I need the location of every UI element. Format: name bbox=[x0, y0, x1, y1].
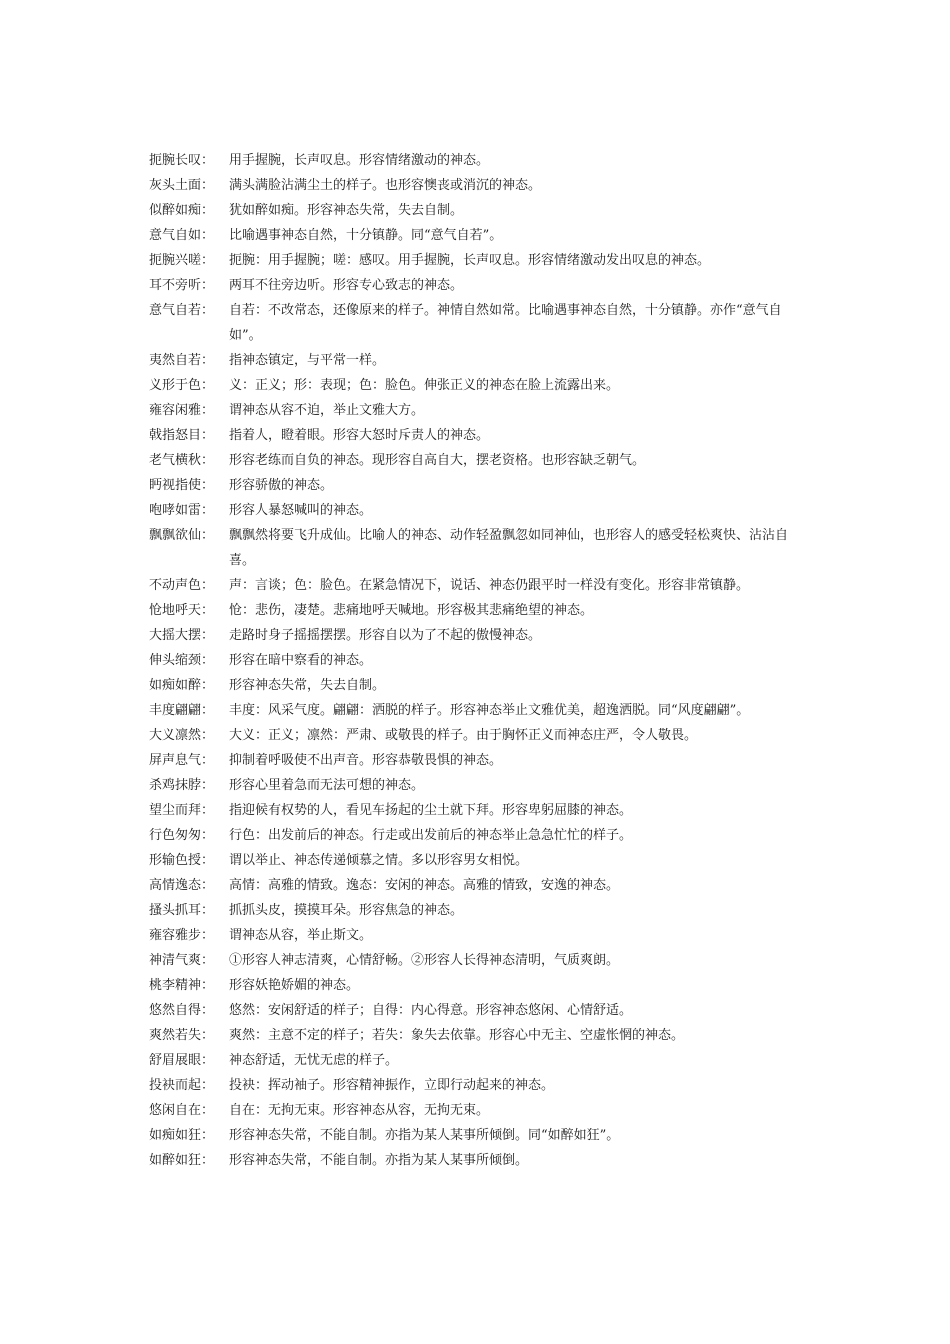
idiom-definition: 抑制着呼吸使不出声音。形容恭敬畏惧的神态。 bbox=[229, 753, 503, 768]
idiom-definition: 扼腕：用手握腕；嗟：感叹。用手握腕，长声叹息。形容情绪激动发出叹息的神态。 bbox=[229, 253, 711, 268]
idiom-term: 丰度翩翩： bbox=[149, 703, 215, 718]
idiom-term: 耳不旁听： bbox=[149, 278, 215, 293]
idiom-entry bbox=[149, 1073, 799, 1098]
idiom-entry bbox=[149, 648, 799, 673]
idiom-entry bbox=[149, 948, 799, 973]
idiom-term: 悠闲自在： bbox=[149, 1103, 215, 1118]
idiom-entry bbox=[149, 1048, 799, 1073]
idiom-term: 意气自如： bbox=[149, 228, 215, 243]
idiom-entry bbox=[149, 1098, 799, 1123]
idiom-term: 高情逸态： bbox=[149, 878, 215, 893]
idiom-entry bbox=[149, 1148, 799, 1173]
idiom-term: 伸头缩颈： bbox=[149, 653, 215, 668]
idiom-term: 似醉如痴： bbox=[149, 203, 215, 218]
idiom-entry bbox=[149, 773, 799, 798]
idiom-term: 扼腕长叹： bbox=[149, 153, 215, 168]
idiom-term: 大摇大摆： bbox=[149, 628, 215, 643]
idiom-entry bbox=[149, 598, 799, 623]
idiom-definition: 形容心里着急而无法可想的神态。 bbox=[229, 778, 425, 793]
idiom-definition: 自在：无拘无束。形容神态从容，无拘无束。 bbox=[229, 1103, 490, 1118]
idiom-entry bbox=[149, 698, 799, 723]
idiom-definition: 行色：出发前后的神态。行走或出发前后的神态举止急急忙忙的样子。 bbox=[229, 828, 633, 843]
idiom-definition: 谓以举止、神态传递倾慕之情。多以形容男女相悦。 bbox=[229, 853, 529, 868]
idiom-definition: 谓神态从容不迫，举止文雅大方。 bbox=[229, 403, 425, 418]
idiom-definition: 形容老练而自负的神态。现形容自高自大，摆老资格。也形容缺乏朝气。 bbox=[229, 453, 646, 468]
idiom-definition: 形容骄傲的神态。 bbox=[229, 478, 334, 493]
idiom-term: 灰头土面： bbox=[149, 178, 215, 193]
idiom-definition: 满头满脸沾满尘土的样子。也形容懊丧或消沉的神态。 bbox=[229, 178, 542, 193]
idiom-definition: 爽然：主意不定的样子；若失：象失去依靠。形容心中无主、空虚怅惘的神态。 bbox=[229, 1028, 685, 1043]
idiom-term: 如痴如狂： bbox=[149, 1128, 215, 1143]
idiom-entry bbox=[149, 748, 799, 773]
idiom-term: 眄视指使： bbox=[149, 478, 215, 493]
idiom-definition: 用手握腕，长声叹息。形容情绪激动的神态。 bbox=[229, 153, 490, 168]
idiom-entry bbox=[149, 148, 799, 173]
idiom-term: 形输色授： bbox=[149, 853, 215, 868]
idiom-term: 如醉如狂： bbox=[149, 1153, 215, 1168]
idiom-definition: 声：言谈；色：脸色。在紧急情况下，说话、神态仍跟平时一样没有变化。形容非常镇静。 bbox=[229, 578, 750, 593]
idiom-term: 老气横秋： bbox=[149, 453, 215, 468]
idiom-term: 夷然自若： bbox=[149, 353, 215, 368]
idiom-entry bbox=[149, 223, 799, 248]
idiom-definition: 形容神态失常，失去自制。 bbox=[229, 678, 386, 693]
idiom-entry bbox=[149, 798, 799, 823]
idiom-entry bbox=[149, 298, 799, 348]
document-page bbox=[149, 148, 799, 1173]
idiom-term: 搔头抓耳： bbox=[149, 903, 215, 918]
idiom-entry bbox=[149, 723, 799, 748]
idiom-entry bbox=[149, 823, 799, 848]
idiom-entry bbox=[149, 898, 799, 923]
idiom-definition: 飘飘然将要飞升成仙。比喻人的神态、动作轻盈飘忽如同神仙，也形容人的感受轻松爽快、沾沾自喜。 bbox=[229, 528, 789, 568]
idiom-definition: 怆：悲伤，凄楚。悲痛地呼天喊地。形容极其悲痛绝望的神态。 bbox=[229, 603, 594, 618]
idiom-definition: 谓神态从容，举止斯文。 bbox=[229, 928, 373, 943]
idiom-definition: 形容妖艳娇媚的神态。 bbox=[229, 978, 360, 993]
idiom-definition: 指着人，瞪着眼。形容大怒时斥责人的神态。 bbox=[229, 428, 490, 443]
idiom-term: 不动声色： bbox=[149, 578, 215, 593]
idiom-term: 投袂而起： bbox=[149, 1078, 215, 1093]
idiom-entry bbox=[149, 848, 799, 873]
idiom-definition: 比喻遇事神态自然，十分镇静。同“意气自若”。 bbox=[229, 228, 503, 243]
idiom-definition: 悠然：安闲舒适的样子；自得：内心得意。形容神态悠闲、心情舒适。 bbox=[229, 1003, 633, 1018]
idiom-entry bbox=[149, 923, 799, 948]
idiom-term: 悠然自得： bbox=[149, 1003, 215, 1018]
idiom-term: 行色匆匆： bbox=[149, 828, 215, 843]
idiom-entry bbox=[149, 198, 799, 223]
idiom-term: 爽然若失： bbox=[149, 1028, 215, 1043]
idiom-entry bbox=[149, 1123, 799, 1148]
idiom-definition: 神态舒适，无忧无虑的样子。 bbox=[229, 1053, 399, 1068]
idiom-definition: 义：正义；形：表现；色：脸色。伸张正义的神态在脸上流露出来。 bbox=[229, 378, 620, 393]
idiom-term: 意气自若： bbox=[149, 303, 215, 318]
idiom-definition: 形容在暗中察看的神态。 bbox=[229, 653, 373, 668]
idiom-definition: 高情：高雅的情致。逸态：安闲的神态。高雅的情致，安逸的神态。 bbox=[229, 878, 620, 893]
idiom-definition: 两耳不往旁边听。形容专心致志的神态。 bbox=[229, 278, 464, 293]
idiom-entry bbox=[149, 448, 799, 473]
idiom-definition: 形容神态失常，不能自制。亦指为某人某事所倾倒。同“如醉如狂”。 bbox=[229, 1128, 620, 1143]
idiom-entry bbox=[149, 423, 799, 448]
idiom-term: 怆地呼天： bbox=[149, 603, 215, 618]
idiom-term: 大义凛然： bbox=[149, 728, 215, 743]
idiom-entry bbox=[149, 373, 799, 398]
idiom-term: 舒眉展眼： bbox=[149, 1053, 215, 1068]
idiom-definition: ①形容人神志清爽，心情舒畅。②形容人长得神态清明，气质爽朗。 bbox=[229, 953, 620, 968]
idiom-term: 雍容雅步： bbox=[149, 928, 215, 943]
idiom-term: 扼腕兴嗟： bbox=[149, 253, 215, 268]
idiom-term: 义形于色： bbox=[149, 378, 215, 393]
idiom-definition: 抓抓头皮，摸摸耳朵。形容焦急的神态。 bbox=[229, 903, 464, 918]
idiom-entry bbox=[149, 873, 799, 898]
idiom-entry bbox=[149, 173, 799, 198]
idiom-term: 飘飘欲仙： bbox=[149, 528, 215, 543]
idiom-term: 如痴如醉： bbox=[149, 678, 215, 693]
idiom-definition: 大义：正义；凛然：严肃、或敬畏的样子。由于胸怀正义而神态庄严，令人敬畏。 bbox=[229, 728, 698, 743]
idiom-definition: 犹如醉如痴。形容神态失常，失去自制。 bbox=[229, 203, 464, 218]
idiom-entry bbox=[149, 973, 799, 998]
idiom-entry bbox=[149, 348, 799, 373]
idiom-definition: 投袂：挥动袖子。形容精神振作，立即行动起来的神态。 bbox=[229, 1078, 555, 1093]
idiom-term: 屏声息气： bbox=[149, 753, 215, 768]
idiom-term: 杀鸡抹脖： bbox=[149, 778, 215, 793]
idiom-entry bbox=[149, 623, 799, 648]
idiom-definition: 走路时身子摇摇摆摆。形容自以为了不起的傲慢神态。 bbox=[229, 628, 542, 643]
idiom-definition: 自若：不改常态，还像原来的样子。神情自然如常。比喻遇事神态自然，十分镇静。亦作“意气自如”。 bbox=[229, 303, 782, 343]
idiom-term: 雍容闲雅： bbox=[149, 403, 215, 418]
idiom-entry bbox=[149, 498, 799, 523]
idiom-term: 咆哮如雷： bbox=[149, 503, 215, 518]
idiom-term: 神清气爽： bbox=[149, 953, 215, 968]
idiom-definition: 指神态镇定，与平常一样。 bbox=[229, 353, 386, 368]
idiom-definition: 丰度：风采气度。翩翩：洒脱的样子。形容神态举止文雅优美，超逸洒脱。同“风度翩翩”。 bbox=[229, 703, 750, 718]
idiom-list bbox=[149, 148, 799, 1173]
idiom-entry bbox=[149, 673, 799, 698]
idiom-entry bbox=[149, 473, 799, 498]
idiom-entry bbox=[149, 573, 799, 598]
idiom-entry bbox=[149, 398, 799, 423]
idiom-definition: 指迎候有权势的人，看见车扬起的尘土就下拜。形容卑躬屈膝的神态。 bbox=[229, 803, 633, 818]
idiom-entry bbox=[149, 273, 799, 298]
idiom-term: 望尘而拜： bbox=[149, 803, 215, 818]
idiom-definition: 形容神态失常，不能自制。亦指为某人某事所倾倒。 bbox=[229, 1153, 529, 1168]
idiom-term: 桃李精神： bbox=[149, 978, 215, 993]
idiom-entry bbox=[149, 248, 799, 273]
idiom-entry bbox=[149, 998, 799, 1023]
idiom-term: 戟指怒目： bbox=[149, 428, 215, 443]
idiom-entry bbox=[149, 523, 799, 573]
idiom-entry bbox=[149, 1023, 799, 1048]
idiom-definition: 形容人暴怒喊叫的神态。 bbox=[229, 503, 373, 518]
